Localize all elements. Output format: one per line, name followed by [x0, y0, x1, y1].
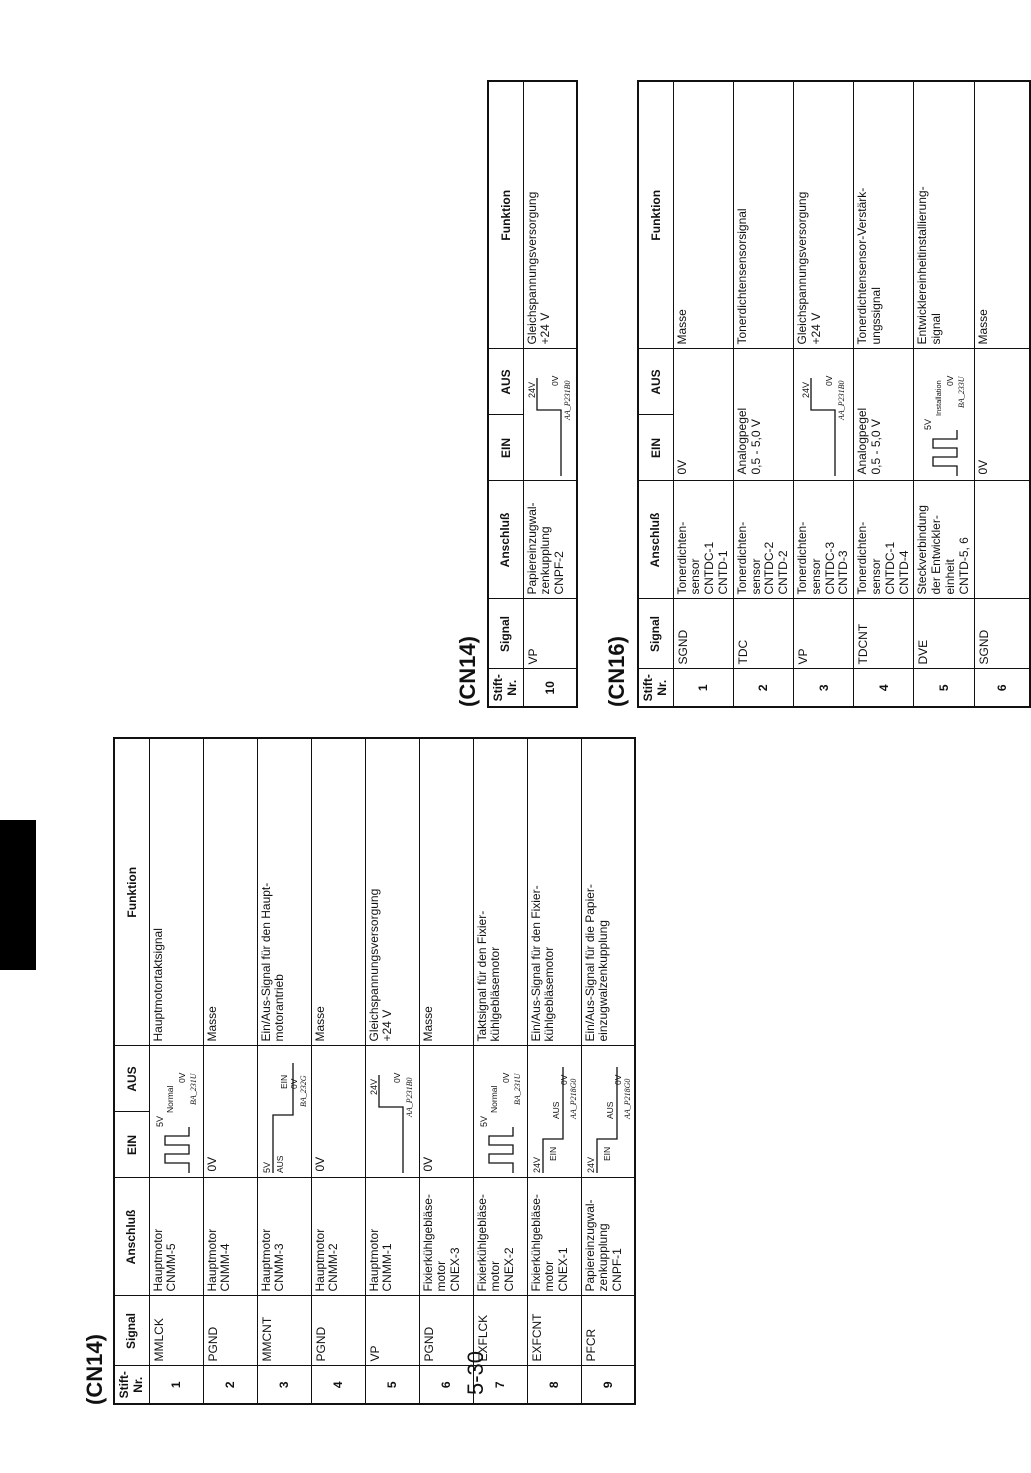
- signal-waveform: [153, 1060, 199, 1176]
- signal-name: VP: [365, 1296, 419, 1366]
- pin-number: 5: [914, 669, 974, 707]
- connector-name: Fixierkühlgebläse- motor CNEX-3: [419, 1178, 473, 1296]
- wave-label-lo_state: AUS: [551, 1102, 562, 1120]
- header-signal: Signal: [114, 1296, 149, 1366]
- signal-name: DVE: [914, 599, 974, 669]
- connector-name: Hauptmotor CNMM-1: [365, 1178, 419, 1296]
- table-row: [793, 81, 853, 707]
- table-row: [311, 738, 365, 1404]
- function-description: Masse: [673, 81, 733, 349]
- table-row: [149, 738, 203, 1404]
- function-description: Masse: [203, 738, 257, 1046]
- signal-name: TDCNT: [854, 599, 914, 669]
- connector-name: Tonerdichten- sensor CNTDC-2 CNTD-2: [733, 481, 793, 599]
- level-text: 0V: [674, 459, 689, 475]
- signal-name: SGND: [974, 599, 1030, 669]
- right-top-table-title: (CN14): [455, 636, 480, 707]
- wave-label-lo: 0V: [549, 376, 560, 387]
- wave-label-mode: Installation: [933, 380, 943, 417]
- pin-number: 4: [311, 1366, 365, 1404]
- function-description: Masse: [419, 738, 473, 1046]
- table-row: [673, 81, 733, 707]
- header-anschluss: Anschluß: [488, 481, 523, 599]
- pin-number: 5: [365, 1366, 419, 1404]
- wave-label-hi: 24V: [800, 382, 811, 399]
- ein-aus-level: [523, 349, 577, 481]
- header-ein: EIN: [488, 415, 523, 481]
- ein-aus-level: [733, 349, 793, 481]
- connector-name: [974, 481, 1030, 599]
- signal-name: VP: [793, 599, 853, 669]
- header-anschluss: Anschluß: [114, 1178, 149, 1296]
- table-row: [203, 738, 257, 1404]
- wave-label-lo: 0V: [501, 1073, 512, 1084]
- connector-name: Tonerdichten- sensor CNTDC-3 CNTD-3: [793, 481, 853, 599]
- connector-table-cn14-right: [487, 80, 578, 708]
- signal-waveform: [369, 1060, 415, 1176]
- signal-name: TDC: [733, 599, 793, 669]
- wave-label-lo: 0V: [823, 376, 834, 387]
- signal-name: SGND: [673, 599, 733, 669]
- signal-waveform: [531, 1060, 577, 1176]
- level-text: 0V: [975, 459, 990, 475]
- left-table-title: (CN14): [82, 1334, 107, 1405]
- header-funktion: Funktion: [114, 738, 149, 1046]
- connector-name: Tonerdichten- sensor CNTDC-1 CNTD-4: [854, 481, 914, 599]
- wave-label-hi: 5V: [262, 1162, 273, 1174]
- header-signal: Signal: [488, 599, 523, 669]
- table-row: [974, 81, 1030, 707]
- level-text: 0V: [312, 1156, 327, 1172]
- ein-aus-level: [793, 349, 853, 481]
- table-row: [581, 738, 635, 1404]
- pin-number: 7: [473, 1366, 527, 1404]
- ein-aus-level: [473, 1046, 527, 1178]
- ein-aus-level: [311, 1046, 365, 1178]
- header-nr: Stift- Nr.: [488, 669, 523, 707]
- ein-aus-level: [419, 1046, 473, 1178]
- ein-aus-level: [854, 349, 914, 481]
- signal-name: EXFCNT: [527, 1296, 581, 1366]
- signal-waveform: [801, 363, 847, 479]
- function-description: Tonerdichtensensor-Verstärk- ungssignal: [854, 81, 914, 349]
- signal-name: PGND: [311, 1296, 365, 1366]
- header-aus: AUS: [488, 349, 523, 415]
- right-bottom-table-title: (CN16): [604, 636, 629, 707]
- wave-label-ref: BA_233U: [956, 376, 966, 409]
- pin-number: 1: [673, 669, 733, 707]
- ein-aus-level: [581, 1046, 635, 1178]
- wave-label-lo_state: EIN: [279, 1075, 290, 1090]
- wave-label-lo: 0V: [177, 1073, 188, 1084]
- wave-label-mode: Normal: [165, 1086, 176, 1114]
- signal-name: MMCNT: [257, 1296, 311, 1366]
- wave-label-hi: 24V: [585, 1157, 596, 1174]
- wave-label-hi: 5V: [922, 419, 933, 431]
- connector-name: Hauptmotor CNMM-3: [257, 1178, 311, 1296]
- connector-name: Hauptmotor CNMM-4: [203, 1178, 257, 1296]
- ein-aus-level: [914, 349, 974, 481]
- signal-name: VP: [523, 599, 577, 669]
- connector-name: Hauptmotor CNMM-5: [149, 1178, 203, 1296]
- signal-name: PGND: [203, 1296, 257, 1366]
- function-description: Hauptmotortaktsignal: [149, 738, 203, 1046]
- pin-number: 3: [793, 669, 853, 707]
- ein-aus-level: [673, 349, 733, 481]
- wave-label-lo_state: AUS: [604, 1102, 615, 1120]
- wave-label-hi: 5V: [479, 1116, 490, 1128]
- pin-number: 6: [419, 1366, 473, 1404]
- signal-name: PGND: [419, 1296, 473, 1366]
- wave-label-lo: 0V: [392, 1073, 403, 1084]
- signal-waveform: [921, 363, 967, 479]
- wave-label-ref: AA_P231B0: [562, 380, 572, 421]
- pin-number: 2: [203, 1366, 257, 1404]
- wave-label-mode: Normal: [489, 1086, 500, 1114]
- signal-name: PFCR: [581, 1296, 635, 1366]
- function-description: Ein/Aus-Signal für den Haupt- motorantrieb: [257, 738, 311, 1046]
- table-row: [257, 738, 311, 1404]
- table-row: [523, 81, 577, 707]
- header-anschluss: Anschluß: [638, 481, 673, 599]
- function-description: Ein/Aus-Signal für den Fixier- kühlgebläsemotor: [527, 738, 581, 1046]
- connector-name: Steckverbindung der Entwickler- einheit CNTD-5, 6: [914, 481, 974, 599]
- wave-label-hi_state: EIN: [601, 1147, 612, 1162]
- ein-aus-level: [203, 1046, 257, 1178]
- wave-label-ref: BA_232G: [299, 1075, 309, 1108]
- signal-waveform: [527, 363, 573, 479]
- connector-name: Papiereinzugwal- zenkupplung CNPF-1: [581, 1178, 635, 1296]
- header-funktion: Funktion: [488, 81, 523, 349]
- header-ein: EIN: [114, 1112, 149, 1178]
- ein-aus-level: [974, 349, 1030, 481]
- function-description: Gleichspannungsversorgung +24 V: [793, 81, 853, 349]
- wave-label-ref: AA_P218G0: [622, 1079, 632, 1120]
- function-description: Ein/Aus-Signal für die Papier- einzugwalzenkupplung: [581, 738, 635, 1046]
- wave-label-ref: BA_231U: [513, 1073, 523, 1106]
- header-row: [114, 738, 149, 1404]
- pin-number: 8: [527, 1366, 581, 1404]
- connector-table-cn14-left: [113, 737, 636, 1405]
- wave-label-ref: AA_P231B0: [405, 1077, 415, 1118]
- connector-name: Fixierkühlgebläse- motor CNEX-1: [527, 1178, 581, 1296]
- header-funktion: Funktion: [638, 81, 673, 349]
- connector-table-cn16: [637, 80, 1031, 708]
- signal-waveform: [477, 1060, 523, 1176]
- page-number: 5-30: [463, 1350, 488, 1395]
- header-nr: Stift- Nr.: [638, 669, 673, 707]
- function-description: Tonerdichtensensorsignal: [733, 81, 793, 349]
- ein-aus-level: [527, 1046, 581, 1178]
- wave-label-hi_state: EIN: [548, 1147, 559, 1162]
- function-description: Masse: [974, 81, 1030, 349]
- header-nr: Stift- Nr.: [114, 1366, 149, 1404]
- function-description: Masse: [311, 738, 365, 1046]
- table-row: [527, 738, 581, 1404]
- wave-label-ref: AA_P218G0: [569, 1079, 579, 1120]
- level-text: Analogpegel 0,5 - 5,0 V: [734, 407, 763, 475]
- header-aus: AUS: [114, 1046, 149, 1112]
- pin-number: 9: [581, 1366, 635, 1404]
- function-description: Gleichspannungsversorgung +24 V: [523, 81, 577, 349]
- wave-label-ref: AA_P231B0: [836, 380, 846, 421]
- function-description: Entwicklereinheitinstallierung- signal: [914, 81, 974, 349]
- signal-waveform: [261, 1060, 307, 1176]
- connector-name: Papiereinzugwal- zenkupplung CNPF-2: [523, 481, 577, 599]
- header-row: [488, 81, 523, 707]
- pin-number: 10: [523, 669, 577, 707]
- wave-label-lo: 0V: [289, 1079, 300, 1090]
- level-text: 0V: [420, 1156, 435, 1172]
- wave-label-hi_state: AUS: [275, 1156, 286, 1174]
- header-row: [638, 81, 673, 707]
- level-text: Analogpegel 0,5 - 5,0 V: [855, 407, 883, 475]
- header-aus: AUS: [638, 349, 673, 415]
- wave-label-lo: 0V: [612, 1075, 623, 1086]
- header-signal: Signal: [638, 599, 673, 669]
- table-row: [473, 738, 527, 1404]
- wave-label-ref: BA_231U: [189, 1073, 199, 1106]
- table-row: [733, 81, 793, 707]
- pin-number: 6: [974, 669, 1030, 707]
- wave-label-lo: 0V: [559, 1075, 570, 1086]
- table-row: [914, 81, 974, 707]
- pin-number: 2: [733, 669, 793, 707]
- wave-label-hi: 24V: [532, 1157, 543, 1174]
- signal-name: MMLCK: [149, 1296, 203, 1366]
- ein-aus-level: [257, 1046, 311, 1178]
- connector-name: Hauptmotor CNMM-2: [311, 1178, 365, 1296]
- wave-label-lo: 0V: [944, 376, 955, 387]
- signal-name: EXFLCK: [473, 1296, 527, 1366]
- connector-name: Fixierkühlgebläse- motor CNEX-2: [473, 1178, 527, 1296]
- pin-number: 4: [854, 669, 914, 707]
- signal-waveform: [585, 1060, 631, 1176]
- header-ein: EIN: [638, 415, 673, 481]
- level-text: 0V: [204, 1156, 219, 1172]
- wave-label-hi: 24V: [526, 382, 537, 399]
- ein-aus-level: [149, 1046, 203, 1178]
- table-row: [365, 738, 419, 1404]
- pin-number: 3: [257, 1366, 311, 1404]
- table-row: [854, 81, 914, 707]
- pin-number: 1: [149, 1366, 203, 1404]
- function-description: Gleichspannungsversorgung +24 V: [365, 738, 419, 1046]
- connector-name: Tonerdichten- sensor CNTDC-1 CNTD-1: [673, 481, 733, 599]
- wave-label-hi: 5V: [155, 1116, 166, 1128]
- ein-aus-level: [365, 1046, 419, 1178]
- table-row: [419, 738, 473, 1404]
- function-description: Taktsignal für den Fixier- kühlgebläsemotor: [473, 738, 527, 1046]
- wave-label-hi: 24V: [369, 1079, 380, 1096]
